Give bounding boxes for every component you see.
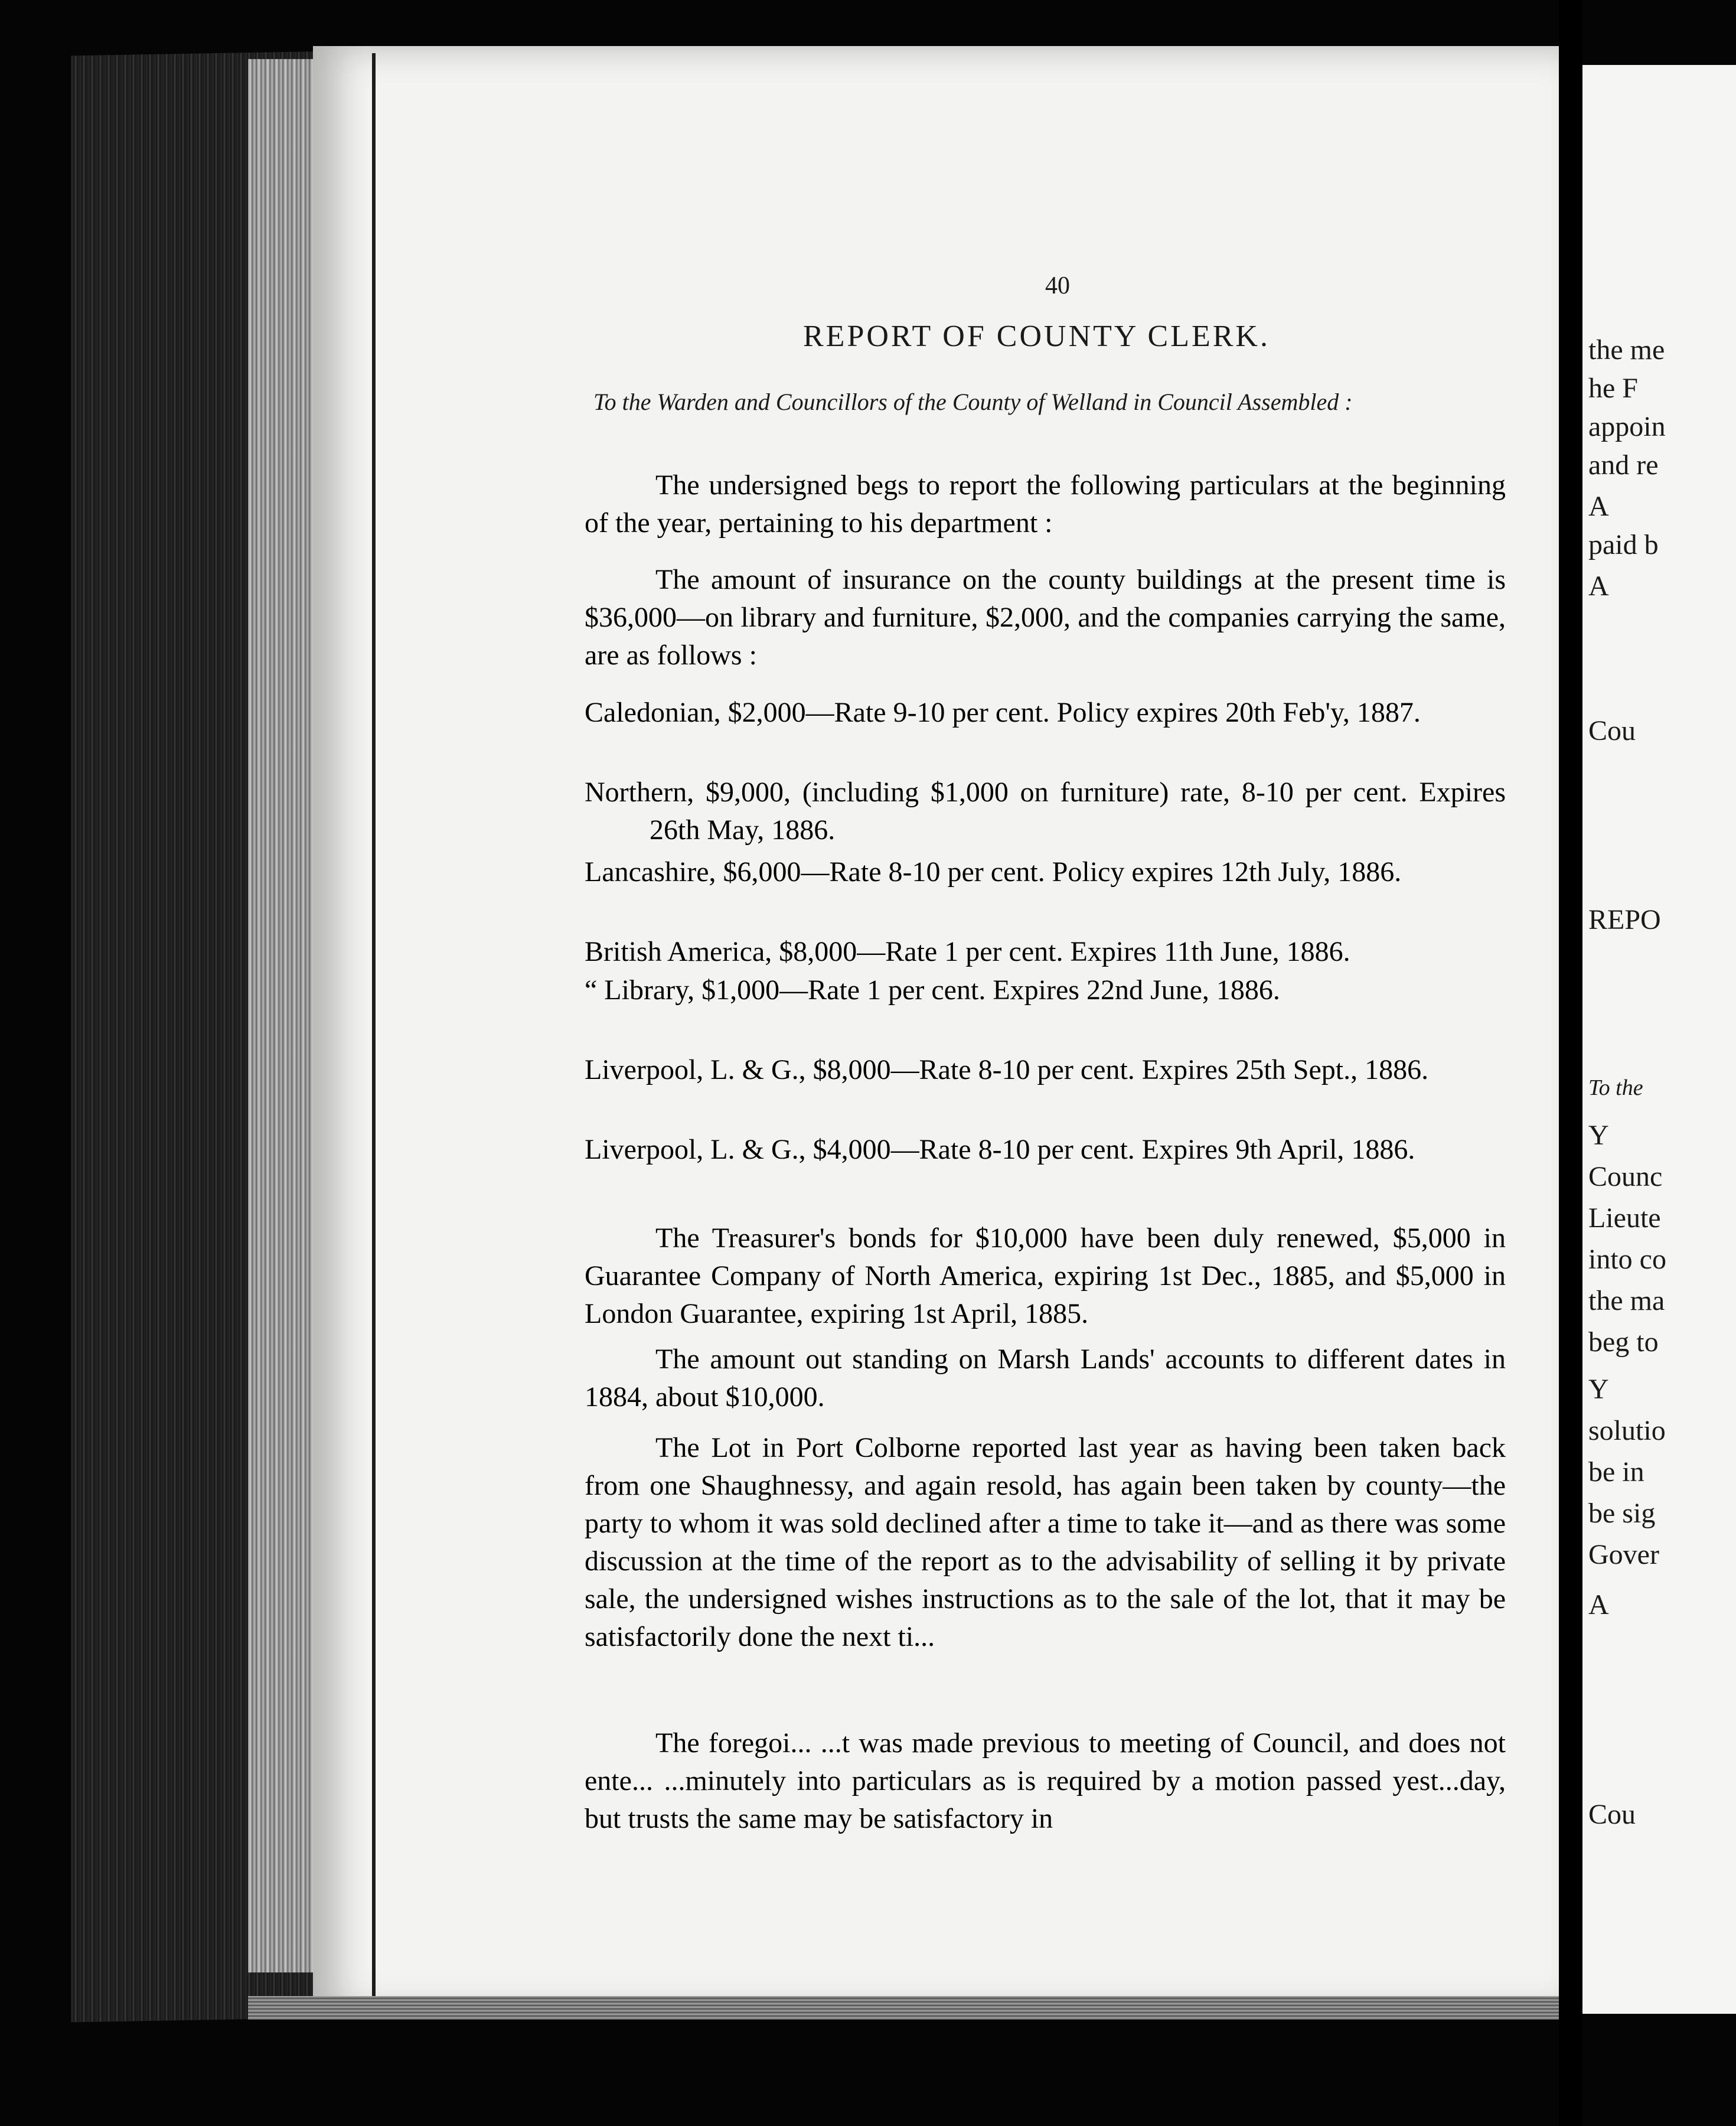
facing-line: Cou <box>1588 1799 1636 1830</box>
policy-lancashire: Lancashire, $6,000—Rate 8-10 per cent. Policy expires 12th July, 1886. <box>585 856 1402 888</box>
policy-british-america-library: “ Library, $1,000—Rate 1 per cent. Expires 22nd June, 1886. <box>585 974 1280 1006</box>
paragraph-bonds: The Treasurer's bonds for $10,000 have been duly renewed, $5,000 in Guarantee Company of North America, expiring 1st Dec., 1885, and $5,000 in London Guarantee, expiring 1st April, 1885. <box>585 1222 1506 1329</box>
address-line: To the Warden and Councillors of the County of Welland in Council Assembled : <box>593 389 1353 415</box>
facing-heading: REPO <box>1588 904 1661 935</box>
facing-line: A <box>1588 491 1609 522</box>
facing-line: Gover <box>1588 1539 1659 1570</box>
facing-line: Y <box>1588 1120 1609 1151</box>
facing-line: be sig <box>1588 1498 1656 1529</box>
binding-shadow <box>1559 0 1582 2126</box>
policy-liverpool-1: Liverpool, L. & G., $8,000—Rate 8-10 per cent. Expires 25th Sept., 1886. <box>585 1054 1429 1085</box>
paragraph-foregoing: The foregoi... ...t was made previous to meeting of Council, and does not ente... ...minutely into particulars as is required by a motion passed yest...day, but trusts the same may be satisfactory in <box>585 1727 1506 1834</box>
facing-line: paid b <box>1588 529 1659 560</box>
facing-line: the me <box>1588 334 1665 366</box>
policy-caledonian: Caledonian, $2,000—Rate 9-10 per cent. Policy expires 20th Feb'y, 1887. <box>585 697 1421 728</box>
facing-page <box>1582 65 1736 2014</box>
facing-line: be in <box>1588 1456 1644 1488</box>
paragraph-port-colborne: The Lot in Port Colborne reported last year as having been taken back from one Shaughnessy, and again resold, has again been taken by county—the party to whom it was sold declined after a time to take it—and as there was some discussion at the time of the report as to the advisability of selling it by private sale, the undersigned wishes instructions as to the sale of the lot, that it may be satisfactorily done the next ti... <box>585 1432 1506 1652</box>
facing-line: into co <box>1588 1244 1666 1275</box>
page-number: 40 <box>1045 272 1070 299</box>
facing-address: To the <box>1588 1075 1643 1100</box>
facing-line: A <box>1588 1589 1609 1620</box>
paragraph-insurance: The amount of insurance on the county buildings at the present time is $36,000—on library and furniture, $2,000, and the companies carrying the same, are as follows : <box>585 564 1506 671</box>
report-title: REPORT OF COUNTY CLERK. <box>803 319 1270 353</box>
paragraph-intro: The undersigned begs to report the following particulars at the beginning of the year, pertaining to his department : <box>585 469 1506 539</box>
facing-line: Y <box>1588 1374 1609 1405</box>
policy-liverpool-2: Liverpool, L. & G., $4,000—Rate 8-10 per cent. Expires 9th April, 1886. <box>585 1134 1415 1165</box>
facing-line: Counc <box>1588 1161 1663 1192</box>
facing-line: solutio <box>1588 1415 1666 1446</box>
facing-line: and re <box>1588 449 1659 481</box>
facing-line: the ma <box>1588 1285 1665 1316</box>
page-gutter <box>372 53 376 2008</box>
facing-line: A <box>1588 570 1609 602</box>
facing-line: appoin <box>1588 411 1666 442</box>
paragraph-marsh-lands: The amount out standing on Marsh Lands' accounts to different dates in 1884, about $10,000. <box>585 1344 1506 1413</box>
facing-line: he F <box>1588 373 1638 404</box>
facing-line: Cou <box>1588 715 1636 746</box>
policy-british-america: British America, $8,000—Rate 1 per cent. Expires 11th June, 1886. <box>585 936 1350 967</box>
facing-line: beg to <box>1588 1326 1659 1358</box>
page-bottom-edge <box>248 1996 1571 2020</box>
facing-line: Lieute <box>1588 1202 1661 1234</box>
policy-northern: Northern, $9,000, (including $1,000 on furniture) rate, 8-10 per cent. Expires 26th May, 1886. <box>585 777 1506 846</box>
